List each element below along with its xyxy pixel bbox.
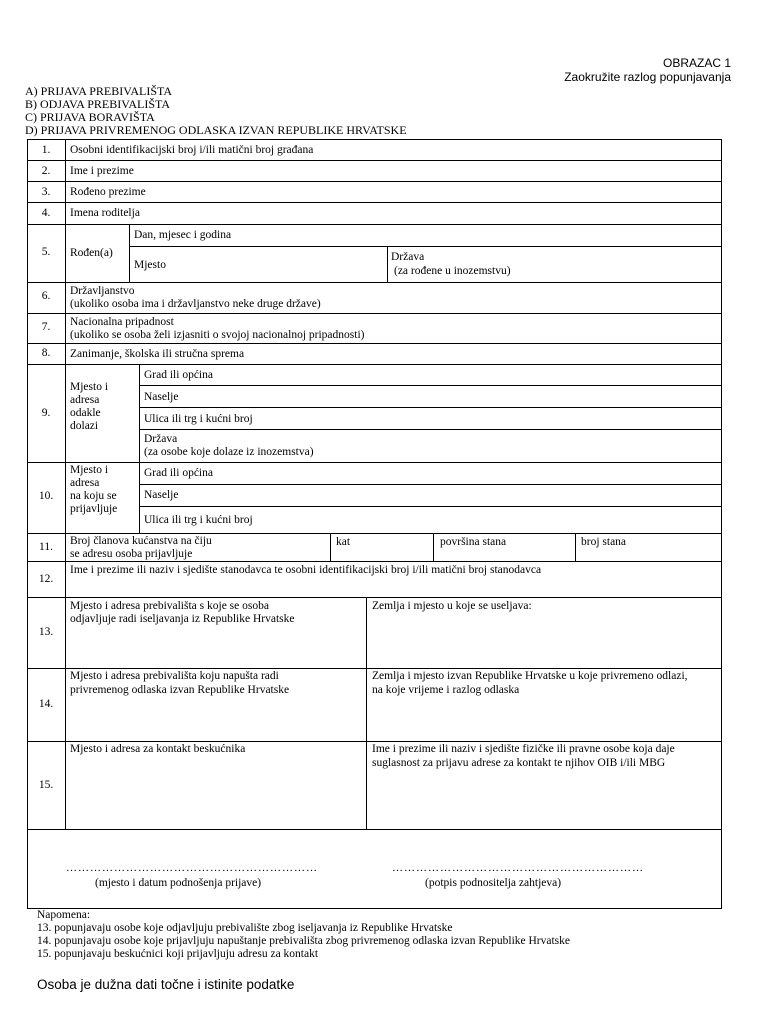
field-origin-city[interactable]: Grad ili općina: [144, 369, 213, 381]
nationality-note: (ukoliko se osoba želi izjasniti o svojoj nacionalnoj pripadnosti): [70, 329, 365, 341]
field-landlord[interactable]: Ime i prezime ili naziv i sjedište stanodavca te osobni identifikacijski broj i/ili matični broj stanodavca: [70, 564, 542, 576]
field-name[interactable]: Ime i prezime: [70, 165, 134, 177]
field-emigration-country[interactable]: Zemlja i mjesto u koje se useljava:: [372, 600, 532, 612]
reason-option-b[interactable]: B) ODJAVA PREBIVALIŠTA: [25, 97, 171, 111]
form-code: OBRAZAC 1: [662, 56, 731, 70]
origin-country-note: (za osobe koje dolaze iz inozemstva): [144, 446, 314, 458]
field-nationality[interactable]: Nacionalna pripadnost: [70, 316, 174, 328]
destination-label: na koju se: [70, 490, 117, 502]
field-household-members[interactable]: Broj članova kućanstva na čiju: [70, 535, 212, 547]
reason-option-c[interactable]: C) PRIJAVA BORAVIŠTA: [25, 110, 155, 124]
consenting-person-label: suglasnost za prijavu adrese za kontakt te njihov OIB i/ili MBG: [372, 757, 666, 769]
field-birth-date[interactable]: Dan, mjesec i godina: [134, 229, 232, 241]
row-number: 11.: [39, 541, 53, 553]
row-number: 14.: [38, 698, 54, 710]
signature-line[interactable]: ………………………………………………………: [392, 862, 644, 874]
row-number: 2.: [41, 165, 51, 177]
row-number: 3.: [41, 186, 51, 198]
emigration-address-label: odjavljuje radi iseljavanja iz Republike Hrvatske: [70, 613, 295, 625]
row-number: 10.: [38, 490, 54, 502]
row-number: 7.: [41, 321, 51, 333]
temp-leave-destination-label: na koje vrijeme i razlog odlaska: [372, 684, 520, 696]
note-14: 14. popunjavaju osobe koje prijavljuju napuštanje prebivališta zbog privremenog odlaska izvan Republike Hrvatske: [37, 935, 571, 947]
destination-label: Mjesto i: [70, 464, 109, 476]
origin-label: Mjesto i: [70, 381, 109, 393]
row-number: 5.: [41, 246, 51, 258]
field-homeless-contact[interactable]: Mjesto i adresa za kontakt beskućnika: [70, 743, 246, 755]
note-15: 15. popunjavaju beskućnici koji prijavljuju adresu za kontakt: [37, 948, 319, 960]
temp-leave-address-label: privremenog odlaska izvan Republike Hrvatske: [70, 684, 290, 696]
field-citizenship[interactable]: Državljanstvo: [70, 285, 135, 297]
field-birth-surname[interactable]: Rođeno prezime: [70, 186, 146, 198]
place-date-line[interactable]: ………………………………………………………: [66, 862, 318, 874]
row-number: 1.: [41, 144, 51, 156]
field-floor[interactable]: kat: [336, 536, 351, 548]
notes-title: Napomena:: [37, 909, 91, 921]
field-birth-country[interactable]: Država: [391, 251, 425, 263]
signature-caption: (potpis podnositelja zahtjeva): [425, 877, 562, 889]
reason-option-a[interactable]: A) PRIJAVA PREBIVALIŠTA: [25, 84, 173, 98]
row-number: 15.: [38, 779, 54, 791]
row-number: 6.: [41, 290, 51, 302]
footer-statement: Osoba je dužna dati točne i istinite podatke: [37, 977, 295, 992]
field-origin-settlement[interactable]: Naselje: [144, 391, 179, 403]
origin-label: adresa: [70, 394, 100, 406]
birth-country-note: (za rođene u inozemstvu): [394, 265, 511, 277]
field-temp-leave-address[interactable]: Mjesto i adresa prebivališta koju napušta radi: [70, 670, 279, 682]
field-origin-street[interactable]: Ulica ili trg i kućni broj: [144, 413, 253, 425]
row-number: 4.: [41, 207, 51, 219]
field-occupation[interactable]: Zanimanje, školska ili stručna sprema: [70, 348, 245, 360]
field-emigration-address[interactable]: Mjesto i adresa prebivališta s koje se osoba: [70, 600, 269, 612]
form-instruction: Zaokružite razlog popunjavanja: [564, 70, 731, 84]
note-13: 13. popunjavaju osobe koje odjavljuju prebivalište zbog iseljavanja iz Republike Hrvatske: [37, 922, 453, 934]
field-temp-leave-destination[interactable]: Zemlja i mjesto izvan Republike Hrvatske u koje privremeno odlazi,: [372, 670, 688, 682]
field-origin-country[interactable]: Država: [144, 433, 178, 445]
field-flat-number[interactable]: broj stana: [581, 536, 627, 548]
row-number: 12.: [38, 573, 54, 585]
row-number: 9.: [41, 407, 51, 419]
household-members-label: se adresu osoba prijavljuje: [70, 548, 193, 560]
born-label: Rođen(a): [70, 247, 113, 259]
field-consenting-person[interactable]: Ime i prezime ili naziv i sjedište fizičke ili pravne osobe koja daje: [372, 743, 675, 755]
field-birth-place[interactable]: Mjesto: [134, 259, 166, 271]
destination-label: prijavljuje: [70, 503, 118, 515]
field-parents-names[interactable]: Imena roditelja: [70, 207, 140, 219]
field-oib[interactable]: Osobni identifikacijski broj i/ili matični broj građana: [70, 144, 314, 156]
citizenship-note: (ukoliko osoba ima i državljanstvo neke druge države): [70, 298, 321, 310]
field-destination-city[interactable]: Grad ili općina: [144, 467, 213, 479]
field-destination-settlement[interactable]: Naselje: [144, 489, 179, 501]
field-destination-street[interactable]: Ulica ili trg i kućni broj: [144, 514, 253, 526]
field-flat-area[interactable]: površina stana: [440, 536, 507, 548]
reason-option-d[interactable]: D) PRIJAVA PRIVREMENOG ODLASKA IZVAN REPUBLIKE HRVATSKE: [25, 123, 407, 137]
row-number: 8.: [41, 347, 51, 359]
origin-label: dolazi: [70, 420, 99, 432]
origin-label: odakle: [70, 407, 101, 419]
place-date-caption: (mjesto i datum podnošenja prijave): [95, 877, 262, 889]
destination-label: adresa: [70, 477, 100, 489]
row-number: 13.: [38, 626, 54, 638]
